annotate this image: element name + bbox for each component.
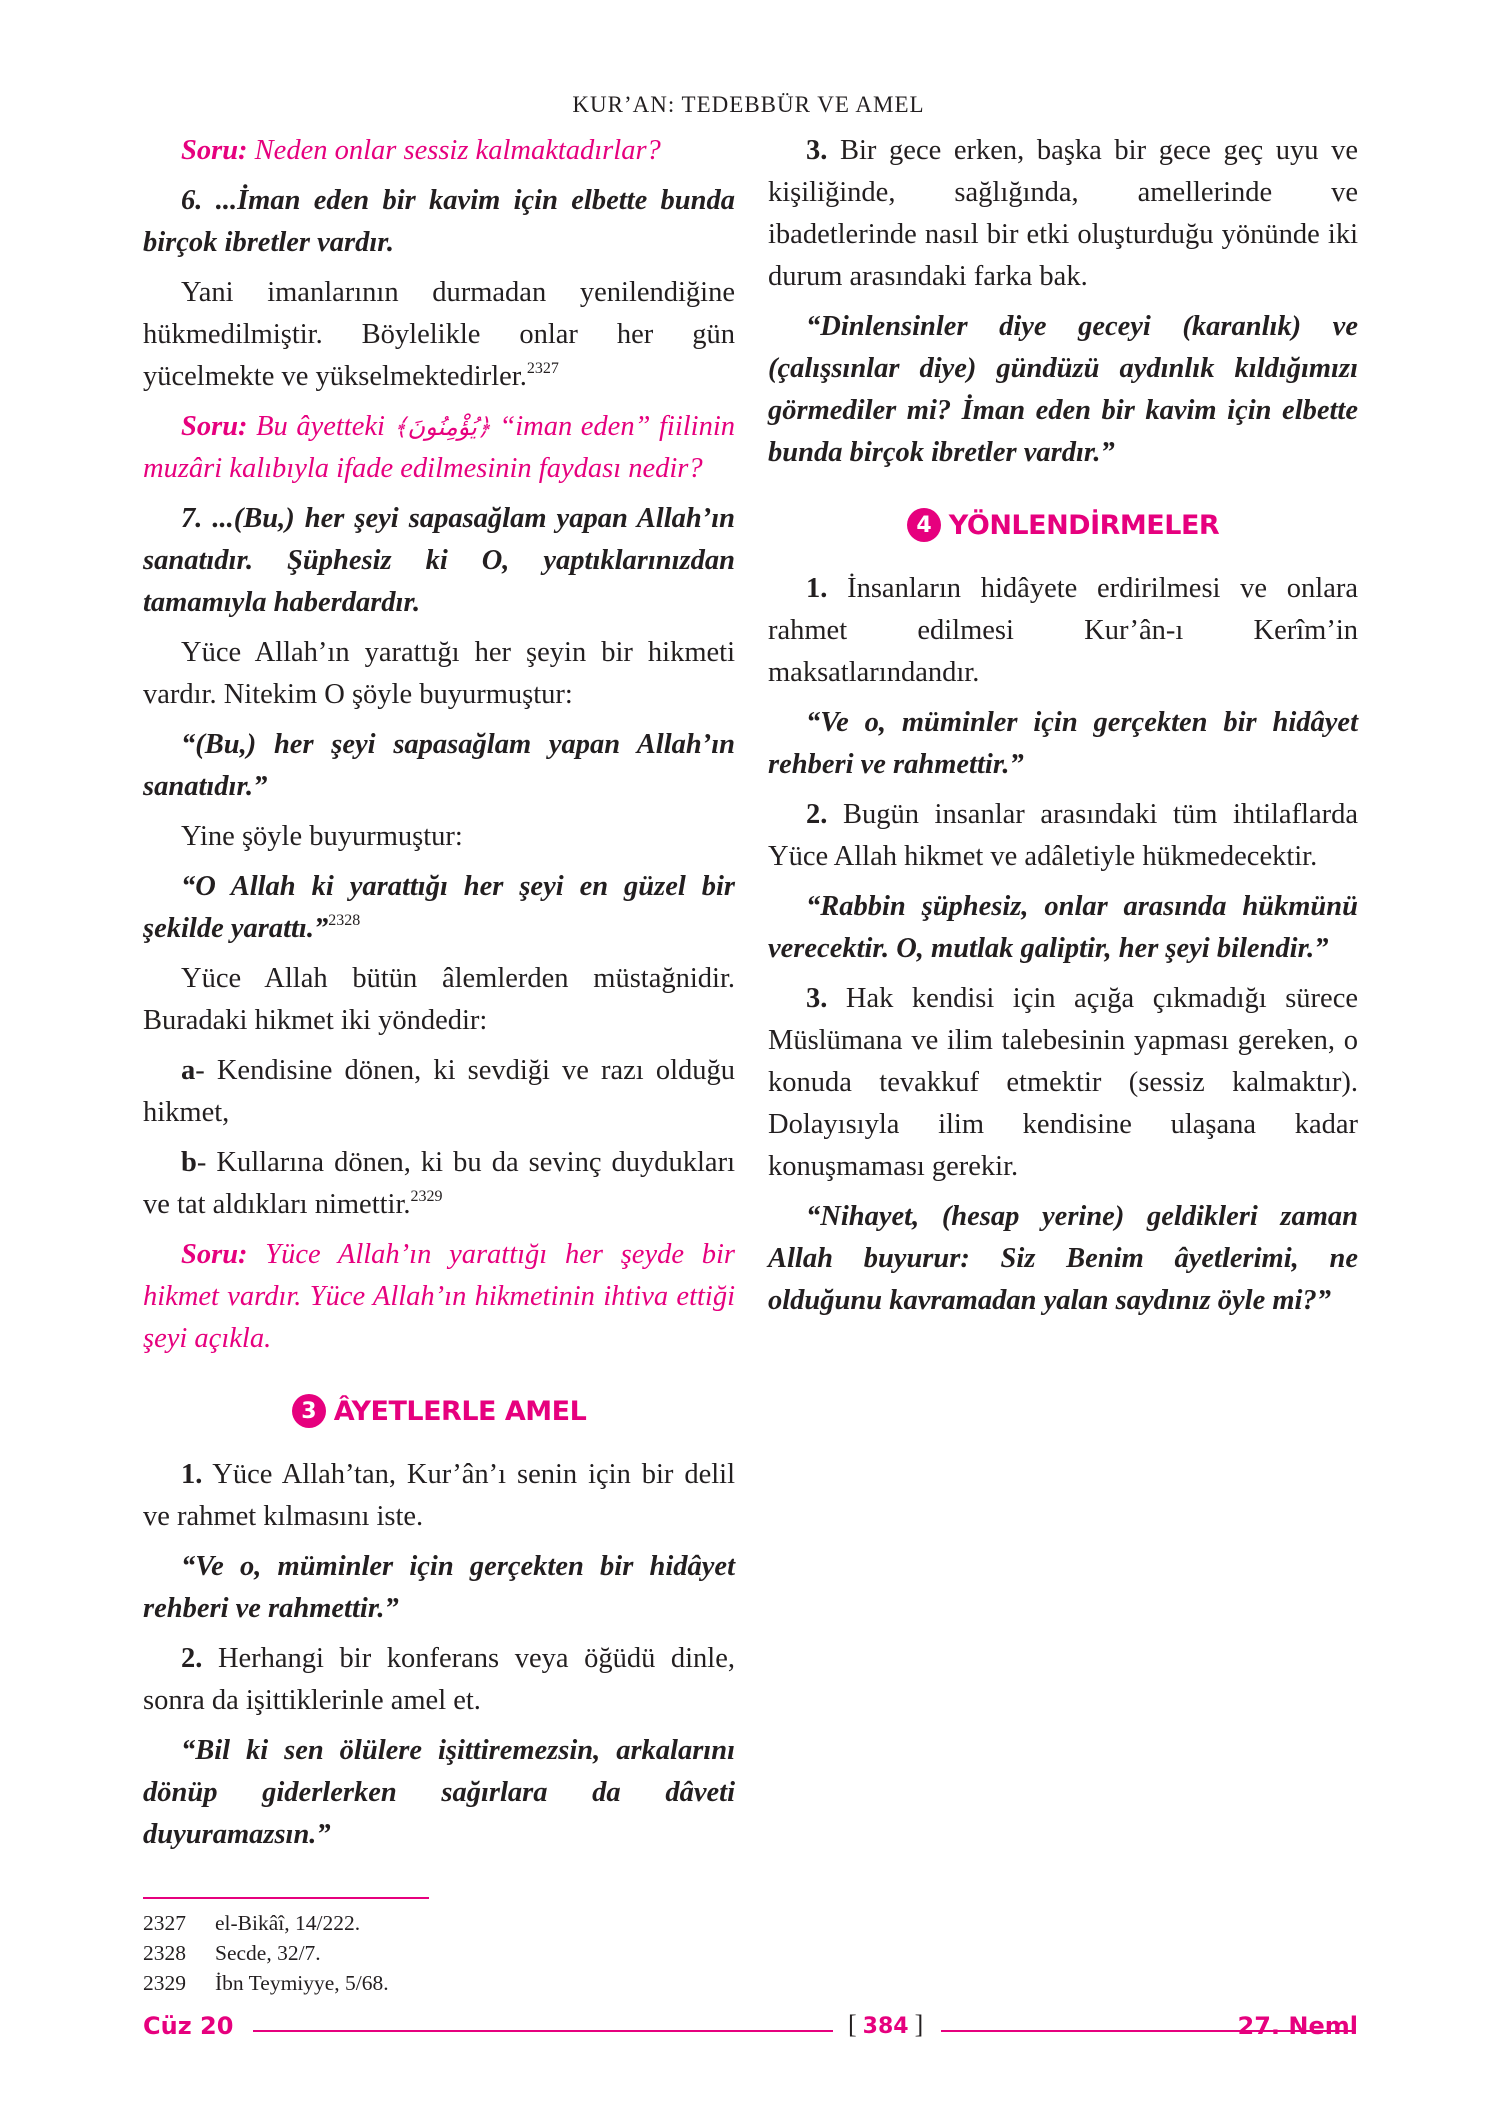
paragraph-2: Yüce Allah’ın yarattığı her şeyin bir hikmeti vardır. Nitekim O şöyle buyurmuştur: — [143, 637, 735, 710]
question-label: Soru: — [181, 135, 248, 166]
paragraph-text: Yani imanlarının durmadan yenilendiğine hükmedilmiştir. Böylelikle onlar her gün yücelmekte ve yükselmektedirler. — [143, 277, 735, 392]
question-1 — [143, 130, 735, 172]
arabic-word: ﴿يُؤْمِنُونَ﴾ — [393, 413, 491, 441]
item-text: Herhangi bir konferans veya öğüdü dinle, sonra da işittiklerinle amel et. — [143, 1643, 735, 1716]
amel-quote-2: “Bil ki sen ölülere işittiremezsin, arkalarını dönüp giderlerken sağırlara da dâveti duyuramazsın.” — [143, 1735, 735, 1850]
guidance-quote-3: “Nihayet, (hesap yerine) geldikleri zaman Allah buyurur: Siz Benim âyetlerimi, ne olduğunu kavramadan yalan saydınız öyle mi?” — [768, 1201, 1358, 1316]
verse-7: 7. ...(Bu,) her şeyi sapasağlam yapan Allah’ın sanatıdır. Şüphesiz ki O, yaptıklarınızdan tamamıyla haberdardır. — [143, 503, 735, 618]
page-number — [848, 2010, 923, 2040]
item-number: 1. — [181, 1459, 203, 1490]
footnote-number: 2329 — [143, 1971, 186, 1995]
paragraph-4: Yüce Allah bütün âlemlerden müstağnidir. Buradaki hikmet iki yöndedir: — [143, 963, 735, 1036]
quote-b — [143, 866, 735, 950]
footnote-ref: 2328 — [328, 912, 361, 929]
footnote — [143, 1908, 389, 1938]
guidance-quote-2: “Rabbin şüphesiz, onlar arasında hükmünü verecektir. O, mutlak galiptir, her şeyi bilendir.” — [768, 891, 1358, 964]
section-heading-3 — [143, 1394, 735, 1428]
item-a — [143, 1050, 735, 1134]
sura-label: 27. Neml — [1237, 2012, 1358, 2040]
right-column — [768, 130, 1358, 1330]
page-number-value: 384 — [862, 2014, 909, 2039]
amel-item-3 — [768, 130, 1358, 298]
section-title: YÖNLENDİRMELER — [948, 509, 1220, 541]
item-text: - Kendisine dönen, ki sevdiği ve razı olduğu hikmet, — [143, 1055, 735, 1128]
footnotes — [143, 1908, 389, 1998]
section-number-badge: 4 — [907, 508, 941, 542]
quote-text: “O Allah ki yarattığı her şeyi en güzel bir şekilde yarattı.” — [143, 871, 735, 944]
question-text: Yüce Allah’ın yarattığı her şeyde bir hikmet vardır. Yüce Allah’ın hikmetinin ihtiva ettiği şeyi açıkla. — [143, 1239, 735, 1354]
paragraph-3: Yine şöyle buyurmuştur: — [181, 821, 463, 852]
question-3 — [143, 1234, 735, 1360]
question-label: Soru: — [181, 1239, 248, 1270]
footnote-number: 2328 — [143, 1941, 186, 1965]
item-text: Bugün insanlar arasındaki tüm ihtilaflarda Yüce Allah hikmet ve adâletiyle hükmedecektir. — [768, 799, 1358, 872]
question-text: “iman eden” fiilinin muzâri kalıbıyla ifade edilmesinin faydası nedir? — [143, 411, 735, 484]
guidance-item-2 — [768, 794, 1358, 878]
amel-quote-3: “Dinlensinler diye geceyi (karanlık) ve (çalışsınlar diye) gündüzü aydınlık kıldığımızı görmediler mi? İman eden bir kavim için elbette bunda birçok ibretler vardır.” — [768, 311, 1358, 468]
footer-rule-left — [253, 2030, 833, 2032]
item-number: 3. — [806, 135, 828, 166]
guidance-item-3 — [768, 978, 1358, 1188]
footnote-text: İbn Teymiyye, 5/68. — [215, 1971, 389, 1995]
guidance-quote-1: “Ve o, müminler için gerçekten bir hidâyet rehberi ve rahmettir.” — [768, 707, 1358, 780]
section-title: ÂYETLERLE AMEL — [333, 1395, 587, 1427]
section-number-badge: 3 — [292, 1394, 326, 1428]
section-heading-4 — [768, 508, 1358, 542]
item-text: İnsanların hidâyete erdirilmesi ve onlara rahmet edilmesi Kur’ân-ı Kerîm’in maksatlarındandır. — [768, 573, 1358, 688]
footnote — [143, 1938, 389, 1968]
page-footer — [143, 2010, 1358, 2050]
question-label: Soru: — [181, 411, 248, 442]
footnote-divider — [143, 1897, 429, 1899]
item-number: 2. — [181, 1643, 203, 1674]
juz-label: Cüz 20 — [143, 2012, 234, 2040]
bracket-open: [ — [848, 2010, 857, 2039]
footnote-text: el-Bikâî, 14/222. — [215, 1911, 361, 1935]
bracket-close: ] — [914, 2010, 924, 2039]
amel-item-2 — [143, 1638, 735, 1722]
question-2 — [143, 406, 735, 490]
footnote-ref: 2329 — [410, 1188, 443, 1205]
item-number: 2. — [806, 799, 828, 830]
footnote — [143, 1968, 389, 1998]
guidance-item-1 — [768, 568, 1358, 694]
running-head: KUR’AN: TEDEBBÜR VE AMEL — [572, 92, 925, 117]
item-text: Hak kendisi için açığa çıkmadığı sürece Müslümana ve ilim talebesinin yapması gereken, o konuda tevakkuf etmektir (sessiz kalmaktır). Dolayısıyla ilim kendisine ulaşana kadar konuşmaması gerekir. — [768, 983, 1358, 1182]
item-number: 1. — [806, 573, 828, 604]
item-text: Bir gece erken, başka bir gece geç uyu ve kişiliğinde, sağlığında, amellerinde ve ibadetlerinde nasıl bir etki oluşturduğu yönünde iki durum arasındaki farka bak. — [768, 135, 1358, 292]
item-text: Yüce Allah’tan, Kur’ân’ı senin için bir delil ve rahmet kılmasını iste. — [143, 1459, 735, 1532]
item-b — [143, 1142, 735, 1226]
left-column — [143, 130, 735, 1864]
item-label: b — [181, 1147, 197, 1178]
item-text: - Kullarına dönen, ki bu da sevinç duydukları ve tat aldıkları nimettir. — [143, 1147, 735, 1220]
verse-6: 6. ...İman eden bir kavim için elbette bunda birçok ibretler vardır. — [143, 185, 735, 258]
footnote-text: Secde, 32/7. — [215, 1941, 321, 1965]
item-label: a — [181, 1055, 196, 1086]
quote-a: “(Bu,) her şeyi sapasağlam yapan Allah’ın sanatıdır.” — [143, 729, 735, 802]
amel-quote-1: “Ve o, müminler için gerçekten bir hidâyet rehberi ve rahmettir.” — [143, 1551, 735, 1624]
question-text: Neden onlar sessiz kalmaktadırlar? — [247, 135, 661, 166]
item-number: 3. — [806, 983, 828, 1014]
paragraph-1 — [143, 272, 735, 398]
amel-item-1 — [143, 1454, 735, 1538]
footnote-number: 2327 — [143, 1911, 186, 1935]
question-text: Bu âyetteki — [247, 411, 394, 442]
footnote-ref: 2327 — [526, 360, 559, 377]
